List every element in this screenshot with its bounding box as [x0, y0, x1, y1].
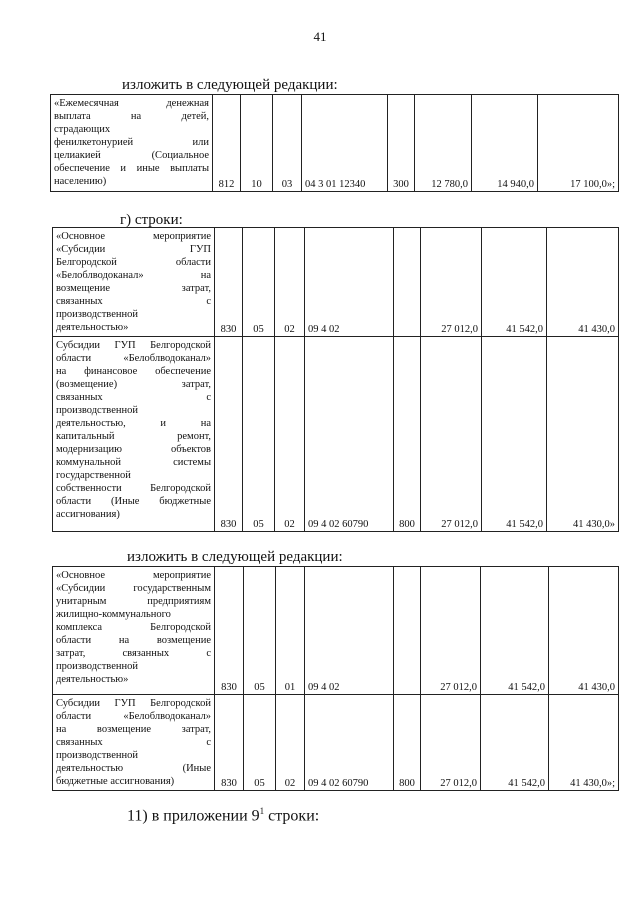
- description-line: обеспечение и иные выплаты: [54, 163, 209, 174]
- description-line: на финансовое обеспечение: [56, 366, 211, 377]
- value-year-3: 17 100,0»;: [538, 95, 619, 192]
- description-line: производственной: [56, 750, 138, 761]
- value-year-3: 41 430,0»: [547, 337, 619, 532]
- value-year-1: 12 780,0: [415, 95, 472, 192]
- description-line: бюджетные ассигнования): [56, 776, 175, 787]
- table-row: [51, 95, 619, 192]
- description-line: населению): [54, 176, 107, 187]
- description-line: «Основное мероприятие: [56, 570, 211, 581]
- code-target-article: 04 3 01 12340: [302, 95, 388, 192]
- description-line: затрат, связанных с: [56, 648, 211, 659]
- description-line: деятельностью»: [56, 322, 129, 333]
- code-target-article: 09 4 02: [305, 228, 394, 337]
- code-ministry: 830: [215, 695, 244, 791]
- description-line: ассигнования): [56, 509, 120, 520]
- description-line: капитальный ремонт,: [56, 431, 211, 442]
- description-line: «Субсидии ГУП: [56, 244, 211, 255]
- code-ministry: 830: [215, 567, 244, 695]
- code-target-article: 09 4 02 60790: [305, 695, 394, 791]
- table-row: [53, 228, 619, 337]
- description-line: области «Белоблводоканал»: [56, 711, 211, 722]
- row-description: [51, 95, 213, 192]
- description-line: области «Белоблводоканал»: [56, 353, 211, 364]
- code-expense-type: 800: [394, 337, 421, 532]
- code-target-article: 09 4 02: [305, 567, 394, 695]
- heading-appendix-9-1: 11) в приложении $9^1$ строки:: [127, 806, 320, 825]
- code-subsection: 02: [276, 695, 305, 791]
- description-line: комплекса Белгородской: [56, 622, 211, 633]
- description-line: «Основное мероприятие: [56, 231, 211, 242]
- heading-rows-g: г) строки:: [120, 212, 183, 228]
- table-row: [53, 337, 619, 532]
- code-ministry: 830: [215, 228, 243, 337]
- description-line: деятельностью, и на: [56, 418, 211, 429]
- description-line: коммунальной системы: [56, 457, 211, 468]
- description-line: производственной: [56, 309, 138, 320]
- value-year-2: 14 940,0: [472, 95, 538, 192]
- value-year-1: 27 012,0: [421, 567, 481, 695]
- code-expense-type: [394, 228, 421, 337]
- description-line: «Субсидии государственным: [56, 583, 211, 594]
- description-line: связанных с: [56, 392, 211, 403]
- row-description: [53, 337, 215, 532]
- code-subsection: 03: [273, 95, 302, 192]
- code-ministry: 812: [213, 95, 241, 192]
- code-target-article: 09 4 02 60790: [305, 337, 394, 532]
- code-subsection: 01: [276, 567, 305, 695]
- description-line: целиакией (Социальное: [54, 150, 209, 161]
- description-line: Субсидии ГУП Белгородской: [56, 698, 211, 709]
- description-line: производственной: [56, 405, 138, 416]
- description-line: возмещение затрат,: [56, 283, 211, 294]
- code-expense-type: 800: [394, 695, 421, 791]
- description-line: на возмещение затрат,: [56, 724, 211, 735]
- value-year-1: 27 012,0: [421, 695, 481, 791]
- heading-edit-1: изложить в следующей редакции:: [122, 77, 338, 93]
- value-year-1: 27 012,0: [421, 337, 482, 532]
- code-section: 05: [244, 567, 276, 695]
- description-line: области на возмещение: [56, 635, 211, 646]
- value-year-3: 41 430,0: [549, 567, 619, 695]
- value-year-2: 41 542,0: [481, 567, 549, 695]
- code-ministry: 830: [215, 337, 243, 532]
- code-expense-type: 300: [388, 95, 415, 192]
- description-line: государственной: [56, 470, 131, 481]
- value-year-1: 27 012,0: [421, 228, 482, 337]
- description-line: Субсидии ГУП Белгородской: [56, 340, 211, 351]
- description-line: собственности Белгородской: [56, 483, 211, 494]
- description-line: деятельностью (Иные: [56, 763, 211, 774]
- table-row: [53, 567, 619, 695]
- description-line: фенилкетонурией или: [54, 137, 209, 148]
- description-line: производственной: [56, 661, 138, 672]
- code-section: 05: [243, 337, 275, 532]
- description-line: связанных с: [56, 296, 211, 307]
- table-row: [53, 695, 619, 791]
- description-line: «Ежемесячная денежная: [54, 98, 209, 109]
- description-line: (возмещение) затрат,: [56, 379, 211, 390]
- description-line: унитарным предприятиям: [56, 596, 211, 607]
- code-section: 10: [241, 95, 273, 192]
- description-line: области (Иные бюджетные: [56, 496, 211, 507]
- description-line: связанных с: [56, 737, 211, 748]
- description-line: деятельностью»: [56, 674, 129, 685]
- budget-table-1: [50, 94, 619, 192]
- code-section: 05: [244, 695, 276, 791]
- code-section: 05: [243, 228, 275, 337]
- code-subsection: 02: [275, 228, 305, 337]
- description-line: «Белоблводоканал» на: [56, 270, 211, 281]
- row-description: [53, 695, 215, 791]
- value-year-2: 41 542,0: [482, 337, 547, 532]
- budget-table-2: [52, 227, 619, 532]
- row-description: [53, 567, 215, 695]
- description-line: Белгородской области: [56, 257, 211, 268]
- value-year-2: 41 542,0: [481, 695, 549, 791]
- value-year-2: 41 542,0: [482, 228, 547, 337]
- description-line: выплата на детей,: [54, 111, 209, 122]
- value-year-3: 41 430,0: [547, 228, 619, 337]
- row-description: [53, 228, 215, 337]
- code-expense-type: [394, 567, 421, 695]
- description-line: модернизацию объектов: [56, 444, 211, 455]
- page-number: 41: [313, 29, 327, 44]
- description-line: жилищно-коммунального: [56, 609, 171, 620]
- description-line: страдающих: [54, 124, 111, 135]
- budget-table-3: [52, 566, 619, 791]
- value-year-3: 41 430,0»;: [549, 695, 619, 791]
- code-subsection: 02: [275, 337, 305, 532]
- heading-edit-2: изложить в следующей редакции:: [127, 549, 343, 565]
